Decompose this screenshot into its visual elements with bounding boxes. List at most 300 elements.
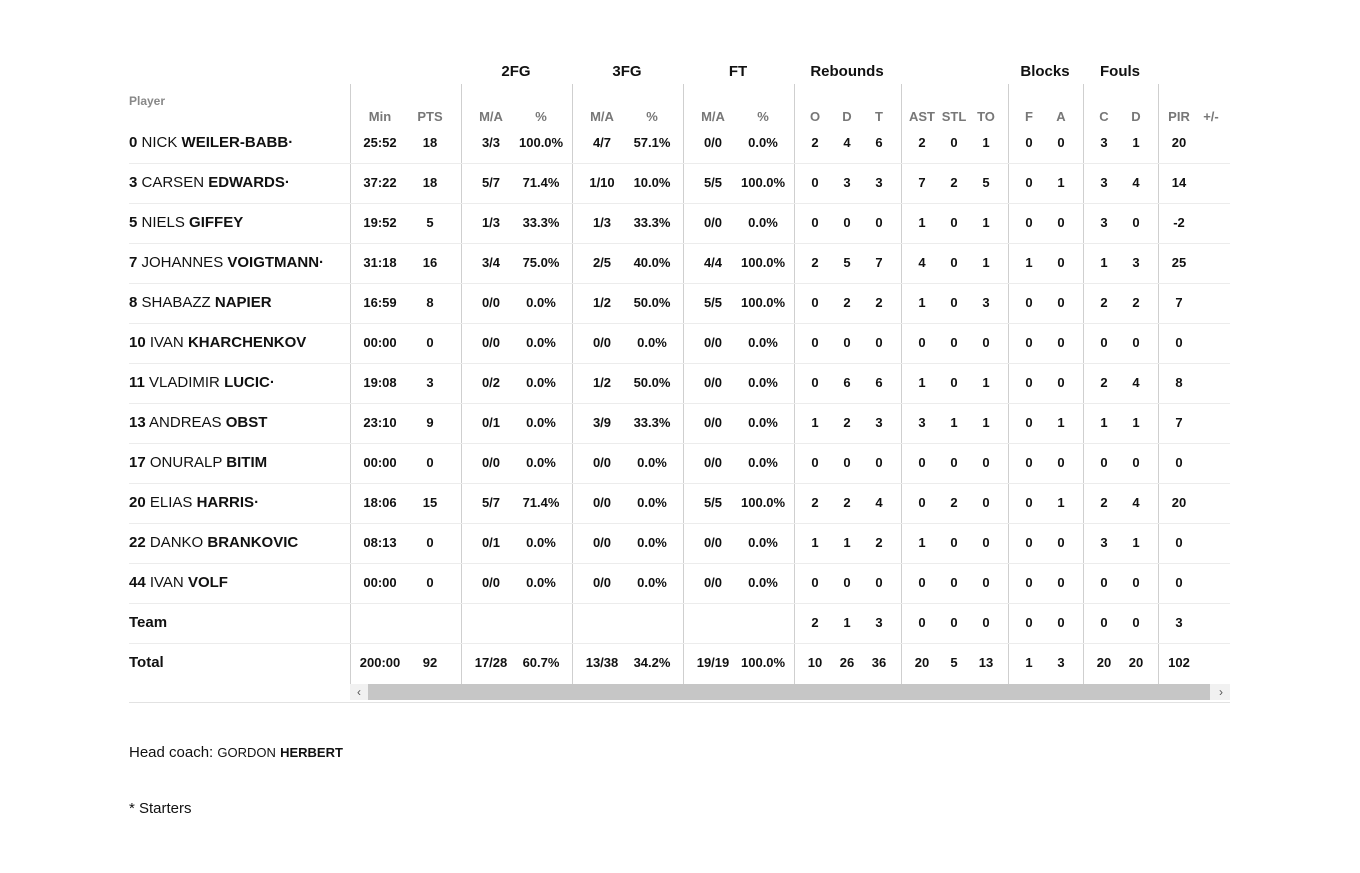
stat-cell: 1 [1132,415,1140,430]
stat-cell: 34.2% [633,655,671,670]
stat-cell: 3 [875,615,883,630]
starter-marker: · [319,254,325,271]
scroll-right-icon[interactable]: › [1219,685,1223,699]
stat-cell: 3 [1057,655,1065,670]
stat-cell: 3/4 [481,255,501,270]
stat-cell: 3/9 [592,415,612,430]
stat-cell: 0 [1057,455,1065,470]
team-row [129,603,1230,644]
stat-cell: 2 [950,175,958,190]
stat-cell: 71.4% [522,495,560,510]
stat-cell: 4/4 [703,255,723,270]
stat-cell: 15 [422,495,438,510]
stat-cell: 16 [422,255,438,270]
stat-cell: 6 [843,375,851,390]
stat-cell: 1/10 [589,175,615,190]
stat-cell: 1 [918,295,926,310]
stat-cell: 0 [426,535,434,550]
stat-cell: 1 [982,215,990,230]
head-coach-label: Head coach: [129,744,214,761]
stat-cell: 0/0 [703,415,723,430]
player-last-name: BITIM [226,454,268,471]
stat-cell: 102 [1168,655,1190,670]
stat-cell: 20 [1171,495,1187,510]
stat-cell: 0.0% [637,335,667,350]
stat-cell: 8 [426,295,434,310]
stat-cell: 0.0% [748,535,778,550]
stat-cell: 1 [918,535,926,550]
column-header: PIR [1168,109,1190,124]
stat-cell: 1 [918,375,926,390]
stat-cell: 0.0% [526,375,556,390]
stat-cell: 3 [1100,215,1108,230]
player-name[interactable] [129,563,228,603]
player-last-name: OBST [225,414,268,431]
stat-cell [1189,203,1230,243]
stat-cell: 0 [875,455,883,470]
stat-cell: 0/0 [592,455,612,470]
stat-cell: 10.0% [633,175,671,190]
stat-cell: 0 [950,575,958,590]
stat-cell: 0 [950,295,958,310]
column-header: % [757,109,769,124]
stat-cell: 7 [918,175,926,190]
scroll-left-icon[interactable]: ‹ [357,685,361,699]
column-header: T [875,109,883,124]
stat-cell [630,603,674,643]
stat-cell: 0/0 [703,135,723,150]
player-last-name: HARRIS [196,494,255,511]
stat-cell: 0 [1057,295,1065,310]
stat-cell: 0 [811,295,819,310]
stat-cell: 08:13 [363,535,397,550]
stat-cell: 0 [875,575,883,590]
stat-cell: 0 [1057,135,1065,150]
group-header: Blocks [1020,63,1070,80]
stat-cell: 2 [811,495,819,510]
stat-cell: 00:00 [363,455,397,470]
stat-cell: 0.0% [526,535,556,550]
stat-cell [1189,283,1230,323]
stat-cell: 0 [1100,575,1108,590]
player-first-name: ONURALP [149,454,223,471]
column-header: M/A [701,109,725,124]
player-number: 44 [129,574,146,591]
stat-cell: 0.0% [748,575,778,590]
stat-cell [1189,323,1230,363]
player-name[interactable] [129,523,298,563]
player-number: 3 [129,174,138,191]
player-last-name: WEILER-BABB [181,134,289,151]
stat-cell: 0 [875,215,883,230]
player-row [129,443,1230,484]
stat-cell: 2/5 [592,255,612,270]
stat-cell [1189,403,1230,443]
stat-cell: 0 [950,135,958,150]
player-last-name: KHARCHENKOV [187,334,307,351]
stat-cell: 0 [843,335,851,350]
stat-cell: 1/2 [592,295,612,310]
group-header: Rebounds [810,63,884,80]
stat-cell: 2 [950,495,958,510]
stat-cell: 3 [1175,615,1183,630]
stat-cell: 0/0 [481,335,501,350]
stat-cell: 0 [1100,455,1108,470]
stat-cell: 0 [950,255,958,270]
player-row [129,363,1230,404]
stat-cell: 00:00 [363,575,397,590]
stat-cell: 5/7 [481,495,501,510]
stat-cell: 0.0% [748,415,778,430]
stat-cell: 1 [982,415,990,430]
stat-cell: 0.0% [526,455,556,470]
stat-cell: 100.0% [741,255,786,270]
player-row [129,123,1230,164]
stat-cell: 0 [1132,335,1140,350]
stat-cell: 5/5 [703,295,723,310]
stat-cell: 7 [1175,415,1183,430]
stat-cell: 0 [1057,575,1065,590]
stat-cell: 200:00 [359,655,401,670]
stat-cell: 1 [918,215,926,230]
player-name[interactable] [129,483,259,523]
stat-cell: 7 [1175,295,1183,310]
player-last-name: VOIGTMANN [227,254,320,271]
stat-cell [1189,643,1230,683]
stat-cell: 0 [950,535,958,550]
stat-cell: 1 [1025,255,1033,270]
stat-cell: 26 [839,655,855,670]
stat-cell: 1 [811,415,819,430]
column-header: TO [977,109,995,124]
stat-cell: 1 [950,415,958,430]
stat-cell: 0/0 [481,295,501,310]
stat-cell: 0 [1057,375,1065,390]
stat-cell: 0 [918,335,926,350]
stat-cell: 2 [1100,375,1108,390]
player-number: 17 [129,454,146,471]
stat-cell: 33.3% [522,215,560,230]
stat-cell: 0 [1175,335,1183,350]
column-header: M/A [590,109,614,124]
group-header: FT [728,63,748,80]
stat-cell: 1 [982,375,990,390]
player-last-name: NAPIER [214,294,272,311]
stat-cell: 0 [1057,335,1065,350]
stat-cell: 0 [1175,535,1183,550]
player-first-name: IVAN [149,334,184,351]
stat-cell: 2 [811,255,819,270]
player-name[interactable] [129,323,306,363]
stat-cell: 1 [1057,415,1065,430]
column-header: O [809,109,821,124]
stat-cell: 3/3 [481,135,501,150]
total-row [129,643,1230,683]
stat-cell: 0.0% [526,575,556,590]
player-first-name: SHABAZZ [141,294,211,311]
stat-cell: 0 [426,335,434,350]
stat-cell: 23:10 [363,415,397,430]
stat-cell: 0 [982,495,990,510]
stat-cell: 3 [1132,255,1140,270]
column-header: AST [909,109,935,124]
player-name[interactable] [129,163,290,203]
stat-cell: 3 [875,415,883,430]
row-label: Total [129,654,164,671]
stat-cell: 6 [875,135,883,150]
stat-cell: 16:59 [363,295,397,310]
group-header: 2FG [501,63,531,80]
stat-cell: 0 [918,615,926,630]
stat-cell: 2 [1132,295,1140,310]
stat-cell [408,603,452,643]
stat-cell: 0/0 [592,495,612,510]
player-name[interactable] [129,283,272,323]
stat-cell: 0 [982,615,990,630]
stat-cell: 5 [426,215,434,230]
stat-cell: 0 [1132,615,1140,630]
player-first-name: JOHANNES [141,254,224,271]
stat-cell: 0 [1175,455,1183,470]
stat-cell: 2 [843,295,851,310]
player-last-name: LUCIC [224,374,270,391]
stat-cell: 0 [1025,135,1033,150]
head-coach-last-name: HERBERT [280,745,343,760]
stat-cell [1189,443,1230,483]
stat-cell [519,603,563,643]
stat-cell: 31:18 [363,255,397,270]
stat-cell: 0 [811,375,819,390]
stat-cell: 0 [426,575,434,590]
stat-cell: 5 [982,175,990,190]
stat-cell: 2 [843,415,851,430]
stat-cell: 0 [950,215,958,230]
stat-cell: 4 [1132,175,1140,190]
column-header: D [1131,109,1141,124]
stat-cell: 4 [918,255,926,270]
stat-cell: 0 [1025,215,1033,230]
stat-cell: 0/0 [592,575,612,590]
stat-cell: 0 [982,455,990,470]
column-header: % [646,109,658,124]
stat-cell: 0 [1132,215,1140,230]
player-number: 13 [129,414,146,431]
stat-cell: 0 [843,455,851,470]
starter-marker: · [254,494,260,511]
stat-cell [1189,523,1230,563]
stat-cell: 0.0% [748,335,778,350]
stat-cell: 3 [982,295,990,310]
column-header: Min [368,109,392,124]
stat-cell: 18:06 [363,495,397,510]
stat-cell: 0 [1025,535,1033,550]
stat-cell: 0 [1025,175,1033,190]
player-number: 0 [129,134,138,151]
stat-cell: 0/0 [703,375,723,390]
player-name[interactable] [129,123,293,163]
stat-cell: 18 [422,175,438,190]
stat-cell: 1 [982,135,990,150]
stat-cell: 0.0% [526,295,556,310]
stat-cell: 4 [1132,495,1140,510]
stat-cell: 0 [1175,575,1183,590]
stat-cell: 2 [811,615,819,630]
stat-cell: 0 [1025,295,1033,310]
stat-cell: 0 [875,335,883,350]
stat-cell: 100.0% [519,135,564,150]
player-row [129,323,1230,364]
stat-cell: 17/28 [474,655,508,670]
stat-cell: 0/0 [703,455,723,470]
stat-cell: 5 [843,255,851,270]
stat-cell: 0 [982,535,990,550]
stat-cell: 0/0 [703,535,723,550]
player-last-name: EDWARDS [208,174,285,191]
stat-cell: 0/0 [703,215,723,230]
stat-cell: 2 [1100,295,1108,310]
stat-cell: 1/2 [592,375,612,390]
stat-cell: 19/19 [696,655,730,670]
player-first-name: DANKO [149,534,204,551]
stat-cell: 20 [1128,655,1144,670]
stat-cell: 100.0% [741,295,786,310]
player-first-name: CARSEN [141,174,205,191]
stat-cell: 50.0% [633,375,671,390]
stat-cell: 5/7 [481,175,501,190]
stat-cell: 1 [843,535,851,550]
stat-cell: 36 [871,655,887,670]
stat-cell: 0 [1025,335,1033,350]
player-number: 20 [129,494,146,511]
stat-cell: 1 [1132,535,1140,550]
stat-cell: 0 [1057,255,1065,270]
stat-cell: 0 [1025,615,1033,630]
player-name[interactable] [129,363,275,403]
column-header: A [1056,109,1066,124]
stat-cell: 14 [1171,175,1187,190]
stat-cell: 4 [1132,375,1140,390]
stat-cell: 0.0% [637,575,667,590]
group-header: Fouls [1100,63,1140,80]
column-header: +/- [1203,109,1219,124]
stat-cell: 3 [1100,175,1108,190]
player-row [129,203,1230,244]
stat-cell: 2 [918,135,926,150]
stat-cell: 3 [875,175,883,190]
stat-cell: 25 [1171,255,1187,270]
stat-cell: 0 [918,495,926,510]
stat-cell: 1 [1057,495,1065,510]
stat-cell: 1 [811,535,819,550]
stat-cell: 0.0% [637,495,667,510]
stat-cell: 13 [978,655,994,670]
stat-cell: 3 [1100,135,1108,150]
stat-cell: 0/2 [481,375,501,390]
column-header: % [535,109,547,124]
stat-cell: 0/0 [481,455,501,470]
stat-cell: 1 [1132,135,1140,150]
stat-cell: 33.3% [633,415,671,430]
stat-cell: 7 [875,255,883,270]
stat-cell: 0/0 [592,535,612,550]
stat-cell: 0 [982,335,990,350]
head-coach [129,744,343,761]
stat-cell: 0 [1025,415,1033,430]
stat-cell: 6 [875,375,883,390]
stat-cell: 0 [843,575,851,590]
head-coach-first-name: GORDON [217,745,276,760]
stat-cell [1189,483,1230,523]
stat-cell: 0 [1025,375,1033,390]
stat-cell: 0.0% [748,455,778,470]
player-name[interactable] [129,443,267,483]
stat-cell: 3 [426,375,434,390]
scrollbar-thumb[interactable] [368,684,1210,700]
player-name[interactable] [129,243,324,283]
stat-cell [1189,363,1230,403]
stat-cell [691,603,735,643]
player-number: 5 [129,214,138,231]
stat-cell: -2 [1173,215,1185,230]
stat-cell: 0 [1057,535,1065,550]
stat-cell: 0 [1132,455,1140,470]
stat-cell: 0 [811,175,819,190]
stat-cell: 0 [950,615,958,630]
stat-cell: 0.0% [526,335,556,350]
stat-cell [741,603,785,643]
stat-cell: 0 [811,335,819,350]
player-first-name: ANDREAS [149,414,222,431]
stat-cell: 0/0 [481,575,501,590]
stat-cell [358,603,402,643]
starter-marker: · [288,134,294,151]
stat-cell: 0.0% [637,535,667,550]
stat-cell: 0 [950,375,958,390]
stat-cell: 0 [918,455,926,470]
stat-cell: 71.4% [522,175,560,190]
stat-cell: 1/3 [592,215,612,230]
stat-cell: 0 [1100,615,1108,630]
player-first-name: NICK [141,134,178,151]
stat-cell: 1 [843,615,851,630]
stat-cell: 5/5 [703,175,723,190]
stat-cell [580,603,624,643]
stat-cell: 0 [1132,575,1140,590]
player-name[interactable] [129,403,267,443]
stat-cell: 40.0% [633,255,671,270]
stat-cell: 3 [1100,535,1108,550]
stat-cell: 100.0% [741,655,786,670]
starter-marker: · [284,174,290,191]
stat-cell: 0.0% [748,375,778,390]
player-first-name: NIELS [141,214,185,231]
stat-cell: 0/0 [592,335,612,350]
stat-cell: 13/38 [585,655,619,670]
stat-cell: 18 [422,135,438,150]
stat-cell: 25:52 [363,135,397,150]
row-label: Team [129,614,168,631]
stat-cell: 8 [1175,375,1183,390]
horizontal-scrollbar[interactable] [350,684,1230,700]
stat-cell: 0 [918,575,926,590]
stat-cell: 0.0% [748,135,778,150]
stat-cell: 0/1 [481,535,501,550]
stat-cell: 19:52 [363,215,397,230]
player-name[interactable] [129,203,243,243]
column-header: F [1025,109,1033,124]
starter-marker: · [269,374,275,391]
player-number: 8 [129,294,138,311]
